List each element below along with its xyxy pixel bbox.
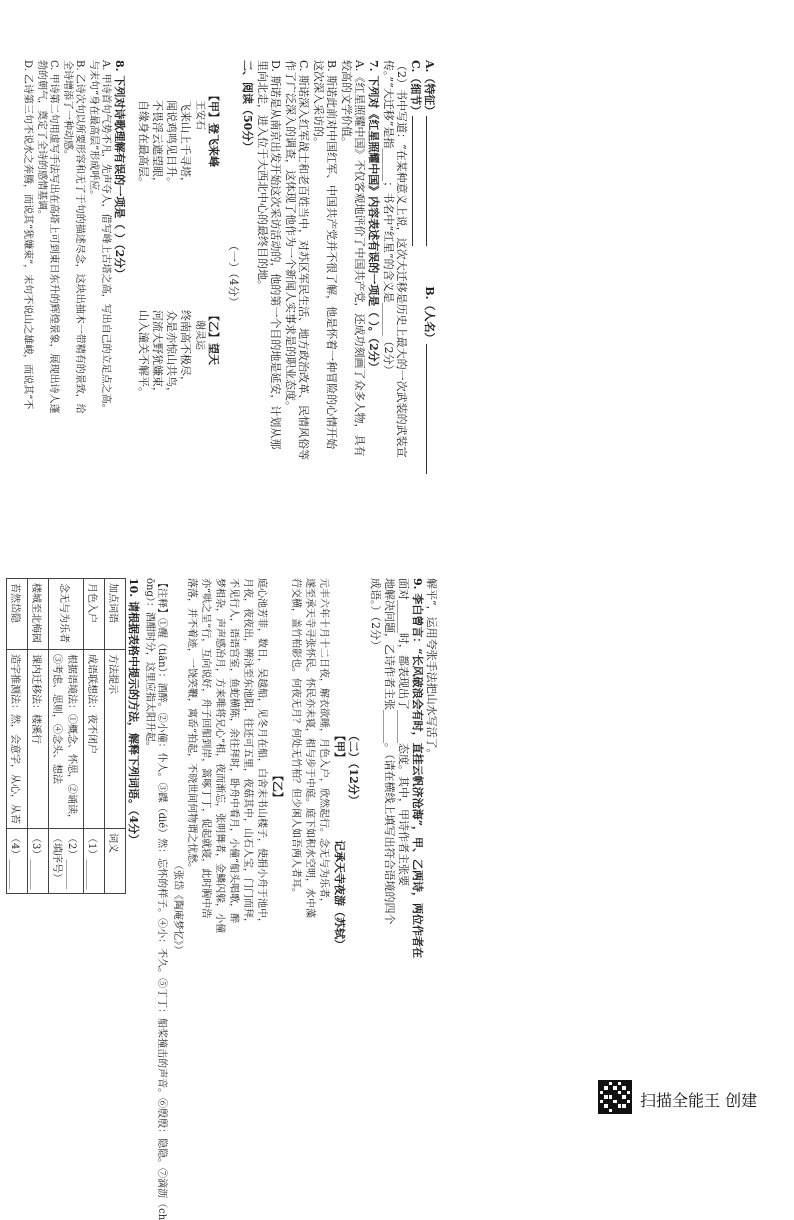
q8-c: C. 甲诗第二句用虚写手法写出在高塔上可到東日东升的辉煌景象，展现出诗人蓬 [48,60,59,414]
table-row [84,579,105,894]
poem-a-title: 【甲】登飞来峰 [207,90,220,167]
section2: 二、阅读（50分） [241,60,254,153]
table-cell: 月色入户 [84,579,105,650]
right-top-line: 解平”，运用夸张手法把山水写活了。 [425,578,438,760]
q10: 10. 请根据表格中提示的方法，解释下列词语。（4分） [127,578,140,846]
text-b-source: （张岱《陶庵梦忆》） [172,860,183,955]
text-b-2: 月夜，夜夜出，辨泳至东池阳，往还可五里，夜菇其中，山石人宝，门门而拜， [242,578,253,928]
q9-cont2: 地解决问题，乙诗作者主张______。（请在横线上填写出符合语境的四个 [383,578,396,925]
answer-cell[interactable]: （2）______（填序号） [49,829,84,894]
table-cell: 念无与为乐者 [49,579,84,650]
q7d: D. 斯诺是从南京出发开始这次采访活动的，他的第一个目的地是延安，计划从那里向北走，进入位于大西北中心的最终目的地。 [256,60,282,450]
poem-a-1: 飞来山上千寻塔， [179,100,192,188]
notes: 【注释】①醒（tiān）：酒醉。②小僮：仆人。③蹀（dié）然：忘怀的样子。④小：不久。⑤丁丁：船桨撞击的声音。⑥殷殷：隐隐。⑦滴沥（ch [156,578,167,1220]
answer-cell[interactable]: （4）______ [7,829,28,894]
text-b-label: 【乙】 [271,770,284,803]
table-cell: 根据语境法：①概念、怀思，②诵读，③考虑、思则，④念头、想法 [49,650,84,829]
text-b-5: 亦“哄之呈”行，互向说好，舟子回船到岸，篙啄丁丁，促起就寝，此时胸中浩 [200,578,211,919]
q7b: B. 斯诺此前对中国红军、中国共产党并不很了解，他是怀着一种冒险的心情开始这次深入采访的。 [312,60,338,450]
table-header-row [105,579,126,894]
q8-d: D. 乙诗第三句不说水之奔腾，而说其“犹嫌束”，末句不说山之雄峻，而说其“不 [22,60,33,410]
poem-b-1: 终南高不极尽， [179,310,192,387]
q8-b2: 全诗增添了一种动感。 [62,60,73,160]
text-b-6: 落落，并不着迹，一饶笑鞭，寓岙“拍起，不晓世间何物谓之忧愁。 [186,578,197,874]
table-cell: 苔然岱隐 [7,579,28,650]
poem-a-3: 不畏浮云遮望眼， [151,100,164,188]
table-row [28,579,49,894]
q9-cont3: 成语。）（2分） [369,578,382,651]
q7: 7. 下列对《红星照耀中国》内容表述有误的一项是（ ）。（2分） [367,60,380,373]
table-cell: 造字推测法：然，会意字，从心，从苔 [7,650,28,829]
vocab-table [6,578,126,894]
left-top-block [14,60,454,480]
q8-a2: 与末句“身在最高层”形成呼应。 [88,60,99,201]
table-cell: 课内迁移法：楼溪行 [28,650,49,829]
answer-cell[interactable]: （1）______ [84,829,105,894]
text-b-3: 不见行人，语语宫室，鱼蛇横陈，余往拜时，卧舟中看月，小僮“船头唱歌，醉 [228,578,239,924]
q9-cont: 面对______时，都表现出了______态度。其中，甲诗作者主张要 [397,578,410,886]
q8: 8. 下列对诗歌理解有误的一项是（ ）（2分） [113,60,126,280]
poem-b-title: 【乙】望天 [207,310,220,365]
q6-ab: A.（特征）B.（人名） [423,60,436,474]
table-cell: 楼城至北梅园 [28,579,49,650]
text-a-3: 荇交横，盖竹柏影也。何夜无月？何处无竹柏？但少闲人如吾两人者耳。 [290,578,301,898]
q8-c2: 勃的朝气，奠定了全诗的感情基调。 [36,60,47,220]
q9: 9. 李白曾言：“长风破浪会有时，直挂云帆济沧海”，甲、乙两诗，两位作者在 [411,578,424,958]
text-a-1: 元丰六年十月十二日夜，解衣欲睡，月色入户，欣然起行。念无与为乐者， [318,578,329,908]
poem-a-2: 闻说鸡鸣见日升。 [165,100,178,188]
text-a-title: 记承天寺夜游（苏轼） [333,840,346,950]
table-row [7,579,28,894]
q7c: C. 斯诺深入红军战士和老百姓当中，对苏区军民生活、地方政治改革、民情风俗等作了广泛深入的调查，这体现了他作为一个新闻人实事求是的职业态度。 [284,60,310,461]
table-header-cell: 加点词语 [105,579,126,650]
text-a-label: 【甲】 [333,730,346,763]
qr-code-icon [598,1080,632,1114]
q6-c: C.（细节） [409,60,422,246]
q8-a: A. 甲诗首句气势不凡，先声夺人，借写峰上古塔之高，写出自己的立足点之高。 [100,60,111,414]
text-b-1: 庭心池芳菲，数日，吴越船，见冬月在船，白舍末书山楼子，使捐小舟于池中， [256,578,267,928]
table-header-cell: 方法提示 [105,650,126,829]
table-header-cell: 词义 [105,829,126,894]
poem-b-4: 山入潼关不解平。 [137,310,150,398]
poem-b-author: 谢灵运 [194,320,205,350]
poem-a-author: 王安石 [194,100,205,130]
text-b-4: 梦相杂，声声感冶月，方来唯将兄心”相，夜而渐忘，张明舞者，金鳞闪躲，小僮 [214,578,225,934]
poem-b-2: 众是亦惊山共鸟， [165,310,178,398]
q8-b: B. 乙诗次句以所要形容和无了于句的描述尽念，这块出抽木一带精有的景致，给 [74,60,85,414]
table-cell: 成语联想法：夜不闭户 [84,650,105,829]
section2-sub: （一）（4分） [227,240,240,308]
answer-cell[interactable]: （3）______ [28,829,49,894]
scanner-watermark-text: 扫描全能王 创建 [640,1091,758,1110]
poem-b-3: 河流大野犹嫌束， [151,310,164,398]
text-a-2: 遂至承天寺寻张怀民。怀民亦未寝，相与步于中庭。庭下如积水空明，水中藻 [304,578,315,918]
section-b-sub: （二）（12分） [347,730,360,806]
q6-2: （2）书中写道：“在某种意义上说，这次大迁移是历史上最大的一次武装的武装宣传。”“大迁移”是指______；书名中“红星”的含义是______（2分） [382,60,408,458]
poem-a-4: 自缘身在最高层。 [137,100,150,188]
table-row [49,579,84,894]
notes-cont: ōng）：酒酣时分，这里应指太阳升起。 [144,578,155,752]
q7a: A.《红星照耀中国》不仅客观地评价了中国共产党，还成功刻画了众多人物，具有较高的文学价值。 [340,60,366,457]
